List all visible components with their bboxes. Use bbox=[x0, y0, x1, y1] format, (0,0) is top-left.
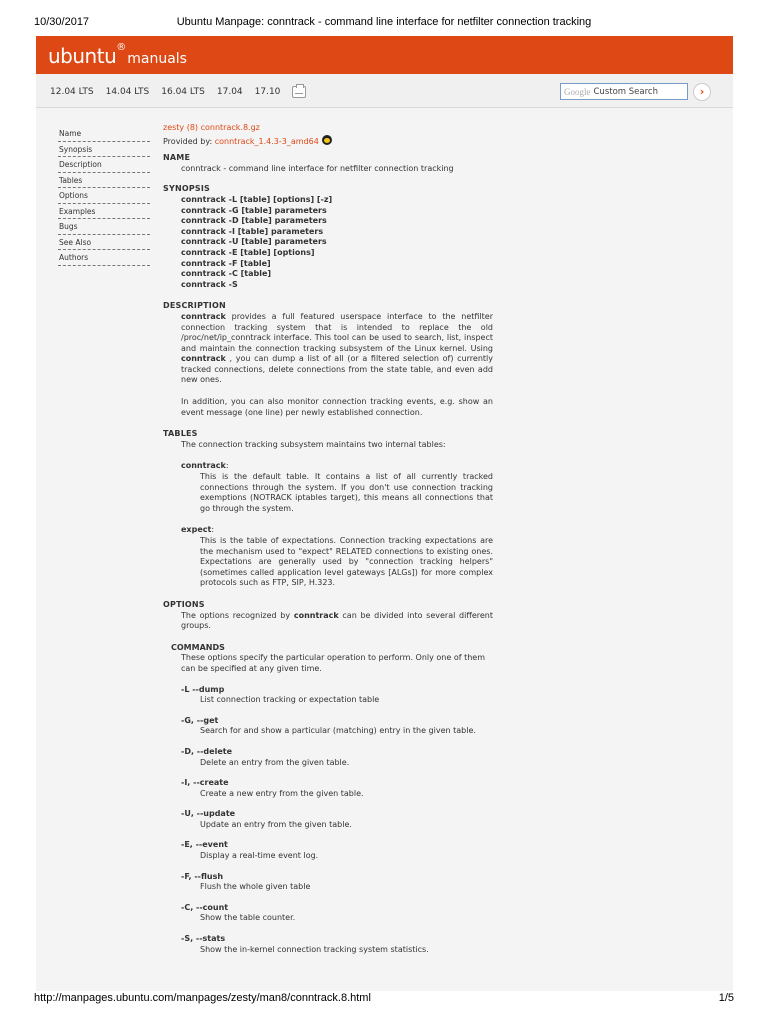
table-desc-conntrack: This is the default table. It contains a list of all currently tracked connections through the system. If you don't use connection tracking exemptions (NOTRACK iptables target), this means all connections that go through the system. bbox=[200, 472, 493, 513]
name-text: conntrack - command line interface for netfilter connection tracking bbox=[181, 163, 454, 173]
command-flag: -E, --event bbox=[181, 840, 228, 850]
release-link-1710[interactable]: 17.10 bbox=[254, 87, 281, 97]
synopsis-line: conntrack -F [table] bbox=[181, 258, 271, 268]
sidebar-item-tables[interactable]: Tables bbox=[58, 173, 150, 189]
synopsis-line: conntrack -U [table] parameters bbox=[181, 237, 327, 247]
release-link-1404[interactable]: 14.04 LTS bbox=[105, 87, 150, 97]
synopsis-line: conntrack -I [table] parameters bbox=[181, 226, 324, 236]
command-flag: -D, --delete bbox=[181, 746, 232, 756]
release-link-1704[interactable]: 17.04 bbox=[216, 87, 243, 97]
synopsis-line: conntrack -C [table] bbox=[181, 269, 272, 279]
search-input[interactable] bbox=[560, 83, 688, 100]
search-submit-button[interactable]: › bbox=[693, 83, 711, 101]
print-header bbox=[34, 16, 734, 30]
command-flag: -L --dump bbox=[181, 684, 225, 694]
provided-by bbox=[163, 135, 493, 148]
description-paragraph-1: conntrack provides a full featured userspace interface to the netfilter connection tracking system that is intended to replace the old /proc/net/ip_conntrack interface. This tool can be used to search, list, inspect and maintain the connection tracking subsystem of the Linux kernel. Using conntrack , you can dump a list of all (or a filtered selection of) currently tracked connections, delete connections from the state table, and even add new ones. bbox=[181, 311, 494, 385]
synopsis-line: conntrack -S bbox=[181, 279, 238, 289]
manpage-window bbox=[36, 36, 733, 991]
logo-manuals-text: manuals bbox=[127, 51, 187, 67]
synopsis-line: conntrack -G [table] parameters bbox=[181, 205, 327, 215]
sidebar-item-authors[interactable]: Authors bbox=[58, 250, 150, 266]
command-desc: Display a real-time event log. bbox=[200, 851, 319, 861]
command-flag: -I, --create bbox=[181, 778, 229, 788]
logo-ubuntu-text: ubuntu bbox=[48, 44, 117, 68]
synopsis-line: conntrack -L [table] [options] [-z] bbox=[181, 194, 333, 204]
commands-intro: These options specify the particular operation to perform. Only one of them can be specified at any given time. bbox=[181, 653, 486, 673]
google-logo: Google bbox=[564, 86, 591, 97]
commands-title: COMMANDS bbox=[171, 642, 225, 652]
breadcrumb-file-link[interactable]: conntrack.8.gz bbox=[200, 123, 260, 132]
print-title: Ubuntu Manpage: conntrack - command line interface for netfilter connection tracking bbox=[176, 16, 592, 28]
command-desc: Show the in-kernel connection tracking system statistics. bbox=[200, 944, 429, 954]
section-synopsis-title: SYNOPSIS bbox=[163, 184, 211, 194]
release-links bbox=[48, 86, 306, 98]
command-desc: Show the table counter. bbox=[200, 913, 296, 923]
print-url: http://manpages.ubuntu.com/manpages/zesty/man8/conntrack.8.html bbox=[34, 992, 371, 1004]
command-desc: Search for and show a particular (matching) entry in the given table. bbox=[200, 726, 476, 736]
command-flag: -S, --stats bbox=[181, 934, 226, 944]
sidebar-item-examples[interactable]: Examples bbox=[58, 204, 150, 220]
breadcrumb-section-link[interactable]: (8) bbox=[186, 123, 199, 132]
section-options-title: OPTIONS bbox=[163, 599, 205, 609]
table-term-conntrack: conntrack: bbox=[181, 461, 229, 471]
breadcrumb bbox=[163, 123, 493, 134]
section-description-title: DESCRIPTION bbox=[163, 301, 226, 311]
manpage-content bbox=[163, 123, 493, 955]
sidebar-item-bugs[interactable]: Bugs bbox=[58, 219, 150, 235]
sidebar bbox=[58, 126, 150, 266]
sidebar-item-name[interactable]: Name bbox=[58, 126, 150, 142]
print-date: 10/30/2017 bbox=[34, 16, 90, 28]
description-paragraph-2: In addition, you can also monitor connection tracking events, e.g. show an event message (one line) per newly established connection. bbox=[181, 397, 493, 417]
print-footer bbox=[34, 992, 734, 1006]
printer-icon[interactable] bbox=[292, 86, 306, 98]
synopsis-line: conntrack -D [table] parameters bbox=[181, 216, 327, 226]
search-placeholder: Custom Search bbox=[593, 86, 658, 97]
ubuntu-manuals-logo[interactable] bbox=[48, 44, 187, 68]
table-desc-expect: This is the table of expectations. Connection tracking expectations are the mechanism used to "expect" RELATED connections to existing ones. Expectations are generally used by "connection tracking helpers" (sometimes called application level gateways [ALGs]) for more complex protocols such as FTP, SIP, H.323. bbox=[200, 536, 493, 588]
section-tables-title: TABLES bbox=[163, 429, 198, 439]
banner bbox=[36, 36, 733, 74]
command-desc: Update an entry from the given table. bbox=[200, 819, 352, 829]
release-bar bbox=[36, 74, 733, 108]
command-desc: Create a new entry from the given table. bbox=[200, 788, 364, 798]
sidebar-item-description[interactable]: Description bbox=[58, 157, 150, 173]
launchpad-bug-icon[interactable] bbox=[322, 135, 332, 145]
command-flag: -F, --flush bbox=[181, 871, 224, 881]
table-term-expect: expect: bbox=[181, 525, 215, 535]
provided-by-label: Provided by: bbox=[163, 136, 213, 146]
release-link-1204[interactable]: 12.04 LTS bbox=[50, 87, 94, 97]
command-desc: List connection tracking or expectation table bbox=[200, 695, 380, 705]
options-intro: The options recognized by conntrack can be divided into several different groups. bbox=[181, 610, 494, 631]
tables-intro: The connection tracking subsystem maintains two internal tables: bbox=[181, 439, 446, 449]
command-flag: -U, --update bbox=[181, 809, 236, 819]
section-name-title: NAME bbox=[163, 153, 191, 163]
command-desc: Flush the whole given table bbox=[200, 882, 311, 892]
sidebar-item-synopsis[interactable]: Synopsis bbox=[58, 142, 150, 158]
print-page-number: 1/5 bbox=[718, 992, 734, 1004]
command-flag: -G, --get bbox=[181, 715, 219, 725]
circle-of-friends-icon: ® bbox=[116, 42, 127, 53]
command-flag: -C, --count bbox=[181, 902, 229, 912]
synopsis-line: conntrack -E [table] [options] bbox=[181, 247, 315, 257]
sidebar-item-options[interactable]: Options bbox=[58, 188, 150, 204]
breadcrumb-release-link[interactable]: zesty bbox=[163, 123, 185, 132]
command-desc: Delete an entry from the given table. bbox=[200, 757, 350, 767]
release-link-1604[interactable]: 16.04 LTS bbox=[161, 87, 205, 97]
sidebar-item-see-also[interactable]: See Also bbox=[58, 235, 150, 251]
package-link[interactable]: conntrack_1.4.3-3_amd64 bbox=[214, 136, 319, 146]
